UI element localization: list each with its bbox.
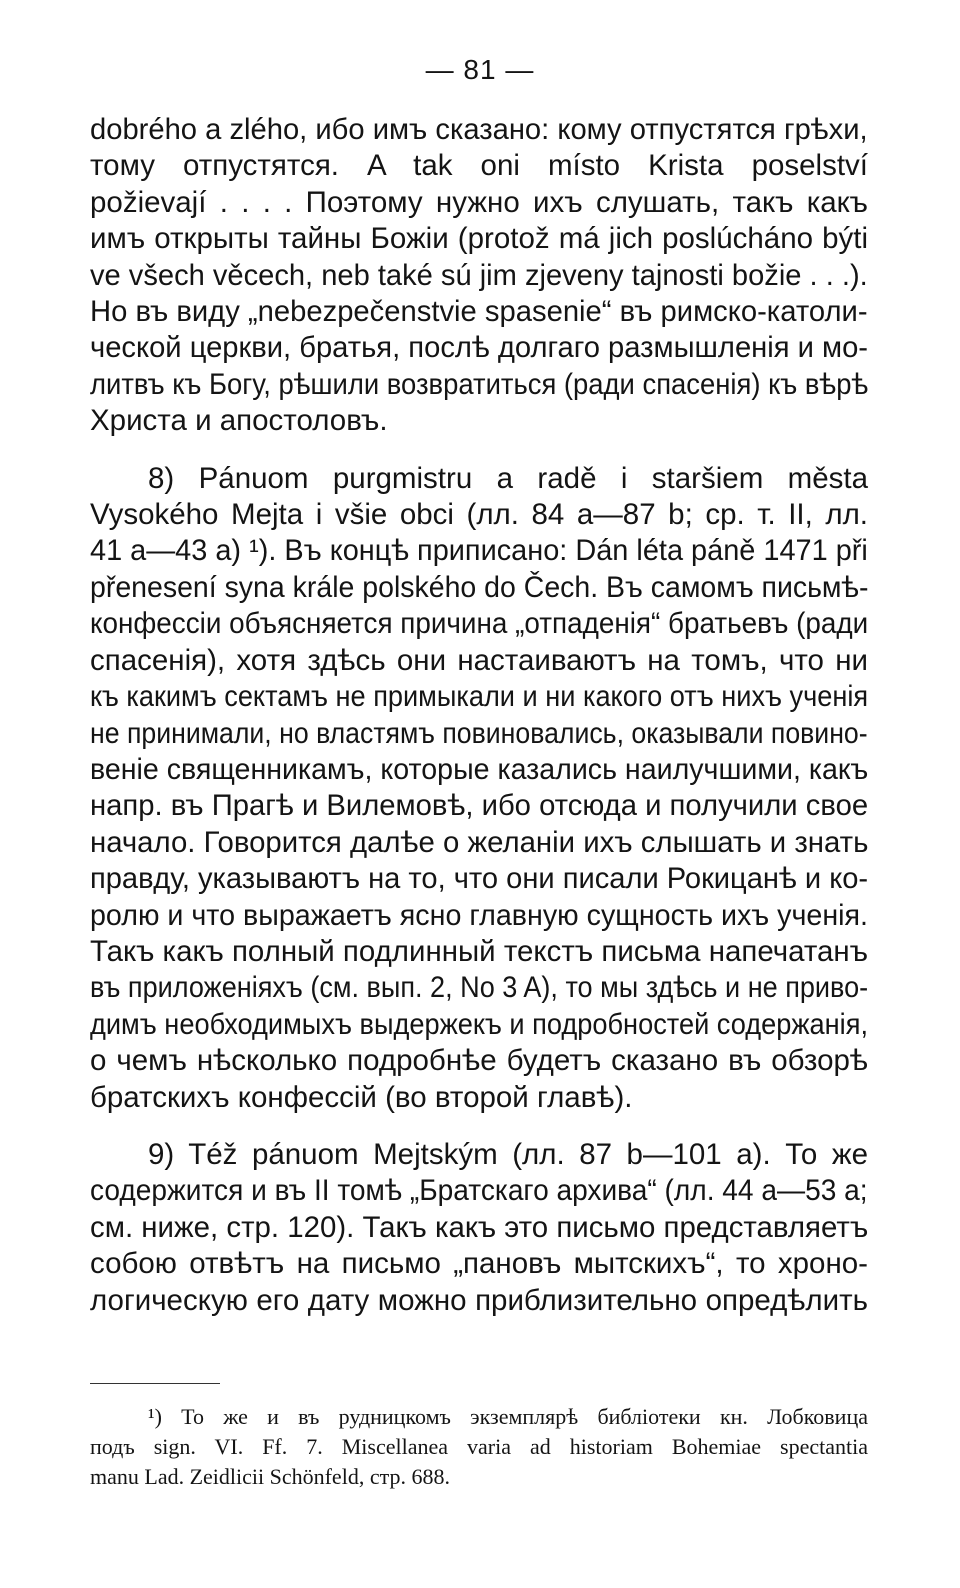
text-line: 41 a—43 a) ¹). Въ концѣ приписано: Dán léta páně 1471 při — [90, 534, 868, 568]
text-line: о чемъ нѣсколько подробнѣе будетъ сказано въ обзорѣ — [90, 1044, 868, 1078]
text-line: содержится и въ II томѣ „Братскаго архива“ (лл. 44 a—53 a; — [90, 1174, 868, 1208]
body-text — [90, 112, 868, 1319]
text-line-first — [90, 461, 868, 497]
text-line: логическую его дату можно приблизительно опредѣлить — [90, 1283, 868, 1317]
text-line: собою отвѣтъ на письмо „пановъ мытскихъ“, то хроно- — [90, 1247, 868, 1281]
footnote-line: manu Lad. Zeidlicii Schönfeld, стр. 688. — [90, 1464, 450, 1489]
text-line: братскихъ конфессій (во второй главѣ). — [90, 1080, 633, 1114]
text-line: 8) Pánuom purgmistru a radě i staršiem města — [148, 461, 868, 495]
text-line: напр. въ Прагѣ и Вилемовѣ, ибо отсюда и получили свое — [90, 789, 869, 823]
text-line: см. ниже, стр. 120). Такъ какъ это письмо представляетъ — [90, 1210, 869, 1244]
text-line: правду, указываютъ на то, что они писали Рокицанѣ и ко- — [90, 862, 869, 896]
text-line: 9) Též pánuom Mejtským (лл. 87 b—101 a). То же — [148, 1137, 868, 1171]
text-line: не принимали, но властямъ повиновались, оказывали повино- — [90, 716, 868, 750]
text-line: тому отпустятся. A tak oni místo Krista poselství — [90, 149, 868, 183]
footnote — [90, 1402, 868, 1492]
text-line: веніе священникамъ, которые казались наилучшими, какъ — [90, 752, 869, 786]
text-line: конфессiи объясняется причина „отпаденія“ братьевъ (ради — [90, 607, 869, 641]
text-line: přenesení syna krále polského do Čech. Въ самомъ письмѣ- — [90, 570, 869, 604]
text-line: димъ необходимыхъ выдержекъ и подробностей содержанія, — [90, 1007, 869, 1041]
text-line-first — [90, 1137, 868, 1173]
text-line: спасенія), хотя здѣсь они настаиваютъ на томъ, что ни — [90, 643, 868, 677]
footnote-line: подъ sign. VI. Ff. 7. Miscellanea varia ad historiam Bohemiae spectantia — [90, 1434, 868, 1459]
text-line: въ приложеніяхъ (см. вып. 2, No 3 A), то мы здѣсь и не приво- — [90, 971, 869, 1005]
text-line: ролю и что выражаетъ ясно главную сущность ихъ ученія. — [90, 898, 869, 932]
text-line: Христа и апостоловъ. — [90, 404, 388, 438]
text-line: къ какимъ сектамъ не примыкали и ни какого отъ нихъ ученія — [90, 680, 869, 714]
text-line: ческой церкви, братья, послѣ долгаго размышленія и мо- — [90, 331, 869, 365]
page-number: — 81 — — [425, 54, 535, 85]
footnote-line: ¹) То же и въ рудницкомъ экземплярѣ библіотеки кн. Лобковица — [148, 1404, 868, 1429]
text-line: начало. Говорится далѣе о желаніи ихъ слышать и знать — [90, 825, 869, 859]
paragraph — [90, 112, 868, 440]
text-line: Но въ виду „nebezpečenstvie spasenie“ въ римско-католи- — [90, 295, 868, 329]
text-line: požievají . . . . Поэтому нужно ихъ слушать, такъ какъ — [90, 185, 868, 219]
text-line: имъ открыты тайны Божiи (protož má jich poslúcháno býti — [90, 222, 868, 256]
footnote-line-first — [90, 1402, 868, 1432]
text-line: dobrého a zlého, ибо имъ сказано: кому отпустятся грѣхи, — [90, 113, 868, 146]
paragraph — [90, 1137, 868, 1319]
footnote-separator — [90, 1383, 220, 1384]
paragraph — [90, 461, 868, 1116]
text-line: литвъ къ Богу, рѣшили возвратиться (ради спасенія) къ вѣрѣ — [90, 367, 869, 401]
text-line: Такъ какъ полный подлинный текстъ письма напечатанъ — [90, 934, 869, 968]
text-line: ve všech věcech, neb také sú jim zjeveny tajnosti božie . . .). — [90, 258, 868, 292]
text-line: Vysokého Mejta i všie obci (лл. 84 a—87 b; ср. т. II, лл. — [90, 498, 868, 532]
